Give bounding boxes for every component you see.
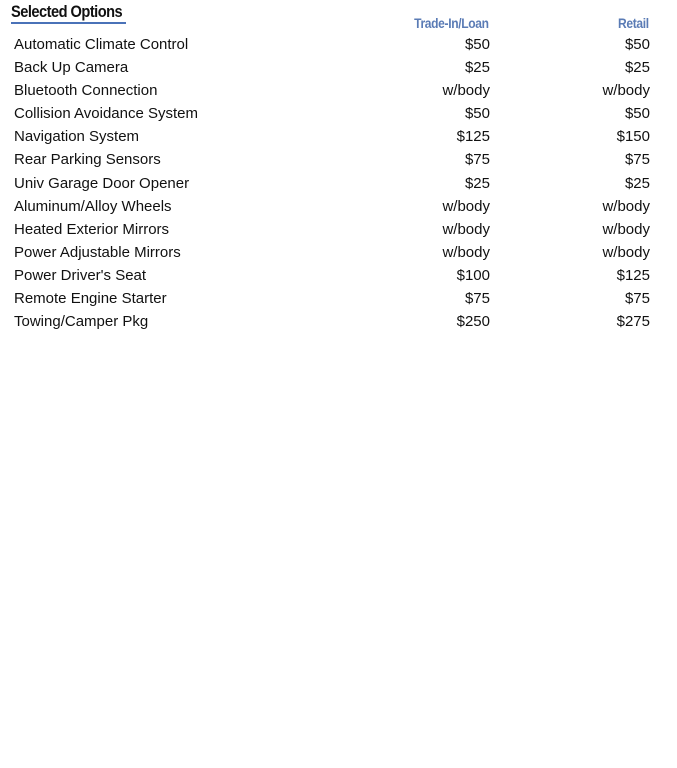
option-name: Power Adjustable Mirrors: [14, 243, 181, 261]
option-trade-value: w/body: [442, 243, 490, 261]
option-retail-value: $75: [624, 290, 650, 308]
option-trade-value: $50: [464, 105, 490, 123]
option-row: [0, 310, 677, 333]
option-row: [0, 102, 677, 125]
option-trade-value: w/body: [442, 220, 490, 238]
option-trade-value: w/body: [442, 197, 490, 215]
option-retail-value: $50: [624, 105, 650, 123]
option-retail-value: $125: [616, 266, 650, 284]
option-name: Collision Avoidance System: [14, 105, 198, 123]
option-trade-value: $75: [464, 151, 490, 169]
column-header-retail: Retail: [618, 15, 649, 31]
option-retail-value: $75: [624, 151, 650, 169]
section-title: Selected Options: [11, 2, 123, 21]
option-retail-value: $275: [616, 313, 650, 331]
option-name: Heated Exterior Mirrors: [14, 220, 170, 238]
option-retail-value: w/body: [602, 197, 650, 215]
option-row: [0, 241, 677, 264]
option-retail-value: $25: [624, 174, 650, 192]
option-retail-value: $50: [624, 36, 650, 53]
option-name: Bluetooth Connection: [14, 82, 158, 100]
option-trade-value: $75: [464, 290, 490, 308]
option-row: [0, 148, 677, 171]
title-underline: [11, 22, 126, 24]
option-retail-value: w/body: [602, 82, 650, 100]
option-row: [0, 125, 677, 148]
option-trade-value: $250: [456, 313, 490, 331]
option-trade-value: $50: [464, 36, 490, 53]
option-name: Aluminum/Alloy Wheels: [14, 197, 172, 215]
option-trade-value: $25: [464, 174, 490, 192]
option-name: Power Driver's Seat: [14, 266, 147, 284]
option-name: Back Up Camera: [14, 59, 129, 77]
option-row: [0, 33, 677, 56]
option-name: Navigation System: [14, 128, 140, 146]
options-table: [0, 33, 677, 333]
option-name: Univ Garage Door Opener: [14, 174, 190, 192]
option-trade-value: w/body: [442, 82, 490, 100]
option-row: [0, 287, 677, 310]
option-trade-value: $100: [456, 266, 490, 284]
option-retail-value: $25: [624, 59, 650, 77]
option-retail-value: w/body: [602, 220, 650, 238]
option-row: [0, 172, 677, 195]
option-row: [0, 195, 677, 218]
option-trade-value: $25: [464, 59, 490, 77]
option-name: Automatic Climate Control: [14, 36, 189, 53]
option-name: Rear Parking Sensors: [14, 151, 161, 169]
option-trade-value: $125: [456, 128, 490, 146]
option-row: [0, 79, 677, 102]
option-name: Towing/Camper Pkg: [14, 313, 149, 331]
option-name: Remote Engine Starter: [14, 290, 167, 308]
option-row: [0, 218, 677, 241]
option-retail-value: w/body: [602, 243, 650, 261]
option-row: [0, 56, 677, 79]
option-retail-value: $150: [616, 128, 650, 146]
option-row: [0, 264, 677, 287]
column-header-trade-in-loan: Trade-In/Loan: [414, 15, 489, 31]
